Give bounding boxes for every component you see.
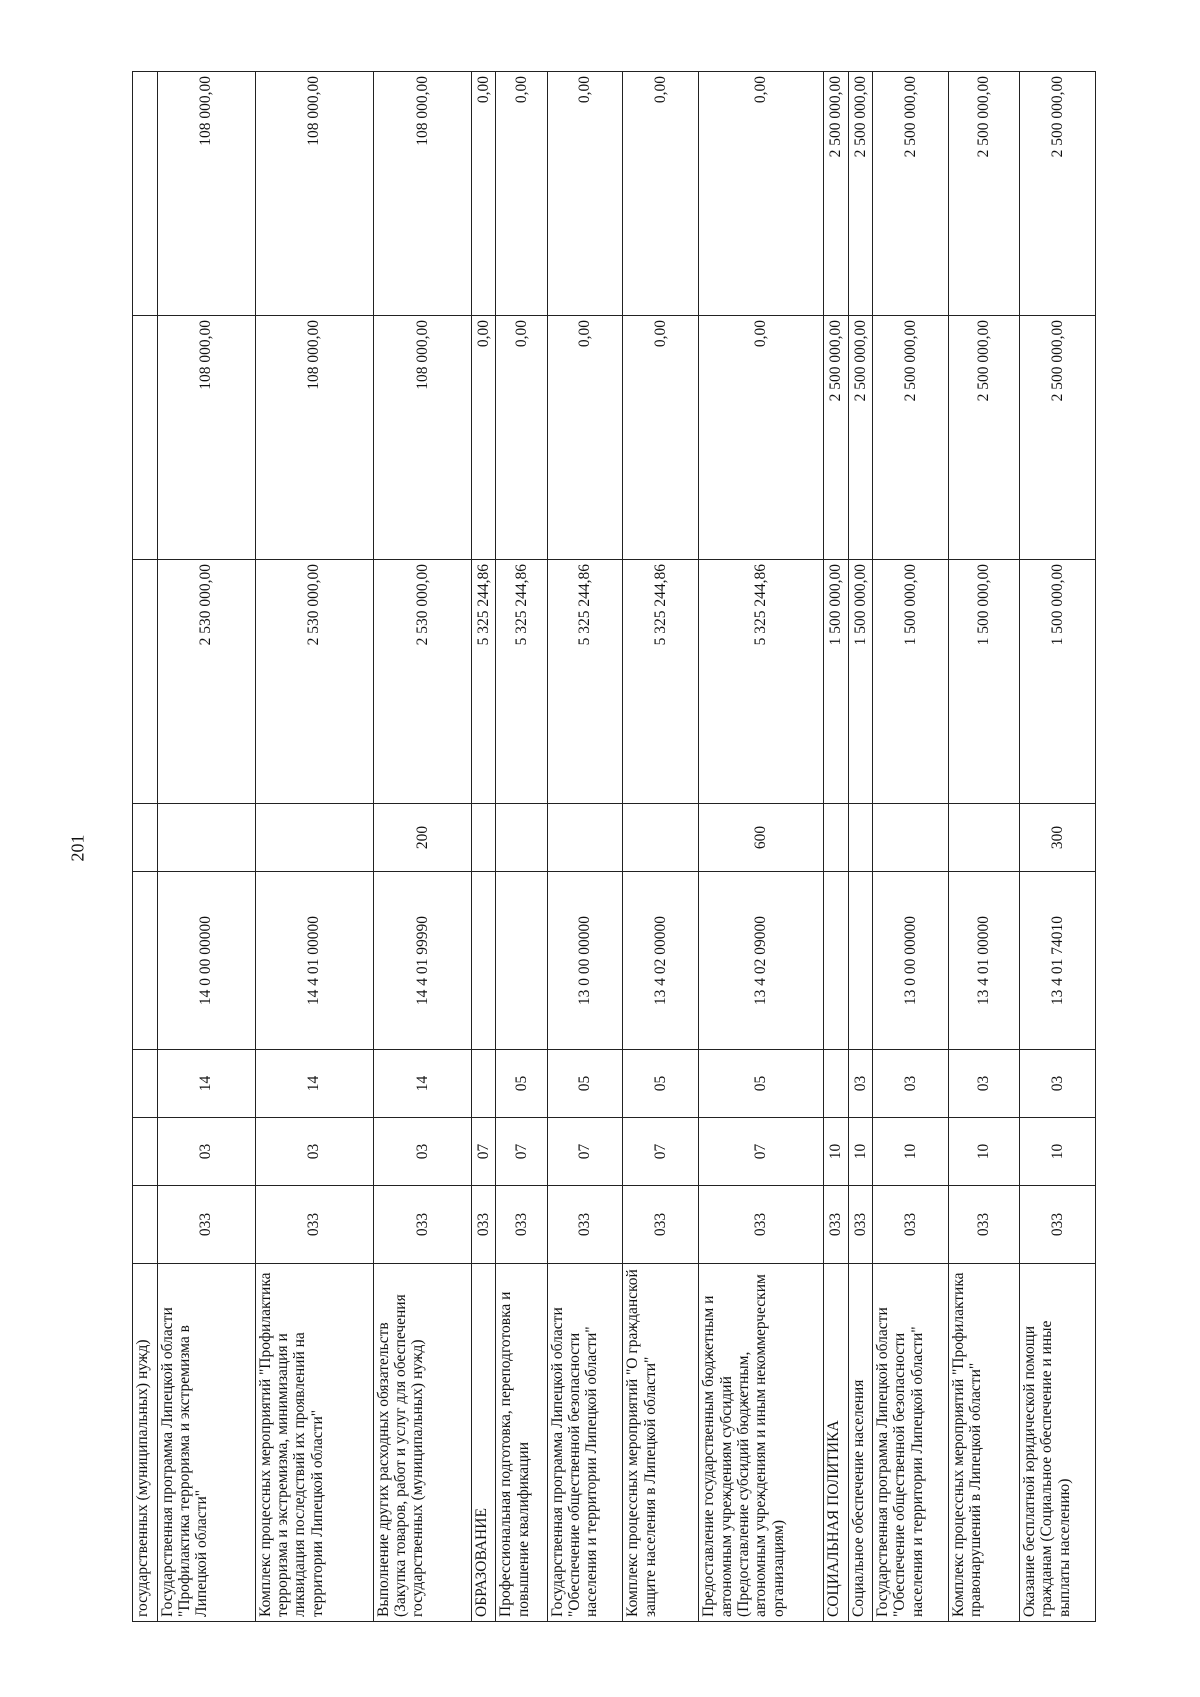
row-name-cell: Оказание бесплатной юридической помощи гражданам (Социальное обеспечение и иные выплаты населению) [1020, 1264, 1096, 1622]
amount-cell: 0,00 [547, 72, 623, 316]
amount-cell: 108 000,00 [255, 72, 373, 316]
amount-cell: 5 325 244,86 [496, 560, 547, 804]
row-name-cell: СОЦИАЛЬНАЯ ПОЛИТИКА [823, 1264, 848, 1622]
row-name-cell: ОБРАЗОВАНИЕ [471, 1264, 496, 1622]
target-article-cell: 13 4 01 00000 [948, 872, 1019, 1050]
amount-cell: 2 500 000,00 [873, 72, 949, 316]
table-row [496, 72, 547, 1622]
expense-type-cell [133, 804, 158, 872]
table-row [623, 72, 699, 1622]
amount-cell [133, 560, 158, 804]
amount-cell: 5 325 244,86 [623, 560, 699, 804]
target-article-cell [496, 872, 547, 1050]
section-code-cell [133, 1118, 158, 1186]
subsection-code-cell: 14 [157, 1050, 255, 1118]
section-code-cell: 07 [623, 1118, 699, 1186]
target-article-cell: 14 0 00 00000 [157, 872, 255, 1050]
expense-type-cell [157, 804, 255, 872]
amount-cell: 108 000,00 [157, 316, 255, 560]
expense-type-cell [471, 804, 496, 872]
ministry-code-cell: 033 [948, 1186, 1019, 1264]
subsection-code-cell [823, 1050, 848, 1118]
row-name-cell: Выполнение других расходных обязательств (Закупка товаров, работ и услуг для обеспечения государственных (муниципальных) нужд) [373, 1264, 471, 1622]
target-article-cell: 13 4 02 09000 [699, 872, 824, 1050]
amount-cell: 2 500 000,00 [823, 316, 848, 560]
table-row [157, 72, 255, 1622]
amount-cell: 1 500 000,00 [823, 560, 848, 804]
expense-type-cell [623, 804, 699, 872]
table-row [373, 72, 471, 1622]
amount-cell: 2 500 000,00 [948, 72, 1019, 316]
amount-cell: 0,00 [496, 316, 547, 560]
target-article-cell: 13 0 00 00000 [547, 872, 623, 1050]
ministry-code-cell: 033 [873, 1186, 949, 1264]
subsection-code-cell: 03 [848, 1050, 873, 1118]
amount-cell: 0,00 [699, 72, 824, 316]
table-row [948, 72, 1019, 1622]
subsection-code-cell: 05 [547, 1050, 623, 1118]
amount-cell: 0,00 [496, 72, 547, 316]
section-code-cell: 07 [496, 1118, 547, 1186]
table-row [1020, 72, 1096, 1622]
target-article-cell [471, 872, 496, 1050]
amount-cell: 108 000,00 [255, 316, 373, 560]
target-article-cell: 13 4 02 00000 [623, 872, 699, 1050]
table-row [823, 72, 848, 1622]
section-code-cell: 10 [873, 1118, 949, 1186]
amount-cell: 108 000,00 [157, 72, 255, 316]
amount-cell: 2 500 000,00 [1020, 72, 1096, 316]
amount-cell [133, 316, 158, 560]
amount-cell: 2 500 000,00 [823, 72, 848, 316]
budget-table [132, 71, 1096, 1622]
page-number: 201 [67, 834, 88, 862]
row-name-cell: Государственная программа Липецкой области "Обеспечение общественной безопасности населения и территории Липецкой области" [547, 1264, 623, 1622]
table-row [547, 72, 623, 1622]
section-code-cell: 03 [157, 1118, 255, 1186]
amount-cell: 1 500 000,00 [948, 560, 1019, 804]
amount-cell: 2 500 000,00 [948, 316, 1019, 560]
expense-type-cell [255, 804, 373, 872]
ministry-code-cell: 033 [1020, 1186, 1096, 1264]
target-article-cell: 13 0 00 00000 [873, 872, 949, 1050]
expense-type-cell: 300 [1020, 804, 1096, 872]
subsection-code-cell: 05 [496, 1050, 547, 1118]
row-name-cell: Предоставление государственным бюджетным и автономным учреждениям субсидий (Предоставление субсидий бюджетным, автономным учреждениям и иным некоммерческим организациям) [699, 1264, 824, 1622]
amount-cell: 0,00 [471, 316, 496, 560]
target-article-cell [848, 872, 873, 1050]
table-body [133, 72, 1096, 1622]
rotated-table-container [132, 72, 1096, 1622]
table-row [873, 72, 949, 1622]
subsection-code-cell: 03 [1020, 1050, 1096, 1118]
ministry-code-cell [133, 1186, 158, 1264]
amount-cell: 108 000,00 [373, 316, 471, 560]
amount-cell: 0,00 [471, 72, 496, 316]
subsection-code-cell: 05 [699, 1050, 824, 1118]
amount-cell: 2 530 000,00 [255, 560, 373, 804]
target-article-cell [823, 872, 848, 1050]
amount-cell: 0,00 [699, 316, 824, 560]
ministry-code-cell: 033 [848, 1186, 873, 1264]
table-row [471, 72, 496, 1622]
section-code-cell: 10 [1020, 1118, 1096, 1186]
target-article-cell: 14 4 01 00000 [255, 872, 373, 1050]
section-code-cell: 07 [471, 1118, 496, 1186]
section-code-cell: 07 [547, 1118, 623, 1186]
table-row [848, 72, 873, 1622]
subsection-code-cell [133, 1050, 158, 1118]
subsection-code-cell: 14 [255, 1050, 373, 1118]
ministry-code-cell: 033 [255, 1186, 373, 1264]
ministry-code-cell: 033 [373, 1186, 471, 1264]
row-name-cell: Профессиональная подготовка, переподготовка и повышение квалификации [496, 1264, 547, 1622]
row-name-cell: Комплекс процессных мероприятий "Профилактика правонарушений в Липецкой области" [948, 1264, 1019, 1622]
amount-cell: 2 500 000,00 [1020, 316, 1096, 560]
ministry-code-cell: 033 [471, 1186, 496, 1264]
row-name-cell: государственных (муниципальных) нужд) [133, 1264, 158, 1622]
row-name-cell: Комплекс процессных мероприятий "Профилактика терроризма и экстремизма, минимизация и ликвидация последствий их проявлений на территории Липецкой области" [255, 1264, 373, 1622]
subsection-code-cell [471, 1050, 496, 1118]
section-code-cell: 10 [848, 1118, 873, 1186]
row-name-cell: Государственная программа Липецкой области "Профилактика терроризма и экстремизма в Липецкой области" [157, 1264, 255, 1622]
row-name-cell: Социальное обеспечение населения [848, 1264, 873, 1622]
target-article-cell [133, 872, 158, 1050]
subsection-code-cell: 03 [873, 1050, 949, 1118]
section-code-cell: 03 [373, 1118, 471, 1186]
amount-cell: 1 500 000,00 [1020, 560, 1096, 804]
row-name-cell: Комплекс процессных мероприятий "О гражданской защите населения в Липецкой области" [623, 1264, 699, 1622]
target-article-cell: 13 4 01 74010 [1020, 872, 1096, 1050]
amount-cell: 2 500 000,00 [848, 316, 873, 560]
amount-cell: 1 500 000,00 [848, 560, 873, 804]
amount-cell: 5 325 244,86 [547, 560, 623, 804]
table-row [699, 72, 824, 1622]
amount-cell: 0,00 [623, 72, 699, 316]
ministry-code-cell: 033 [823, 1186, 848, 1264]
ministry-code-cell: 033 [547, 1186, 623, 1264]
section-code-cell: 10 [823, 1118, 848, 1186]
expense-type-cell [848, 804, 873, 872]
ministry-code-cell: 033 [157, 1186, 255, 1264]
section-code-cell: 03 [255, 1118, 373, 1186]
ministry-code-cell: 033 [496, 1186, 547, 1264]
section-code-cell: 07 [699, 1118, 824, 1186]
expense-type-cell [948, 804, 1019, 872]
ministry-code-cell: 033 [699, 1186, 824, 1264]
target-article-cell: 14 4 01 99990 [373, 872, 471, 1050]
subsection-code-cell: 14 [373, 1050, 471, 1118]
table-row [133, 72, 158, 1622]
amount-cell [133, 72, 158, 316]
ministry-code-cell: 033 [623, 1186, 699, 1264]
expense-type-cell: 200 [373, 804, 471, 872]
amount-cell: 5 325 244,86 [699, 560, 824, 804]
amount-cell: 2 530 000,00 [157, 560, 255, 804]
amount-cell: 2 500 000,00 [848, 72, 873, 316]
amount-cell: 0,00 [623, 316, 699, 560]
table-row [255, 72, 373, 1622]
row-name-cell: Государственная программа Липецкой области "Обеспечение общественной безопасности населения и территории Липецкой области" [873, 1264, 949, 1622]
expense-type-cell [547, 804, 623, 872]
amount-cell: 2 500 000,00 [873, 316, 949, 560]
amount-cell: 2 530 000,00 [373, 560, 471, 804]
expense-type-cell: 600 [699, 804, 824, 872]
subsection-code-cell: 05 [623, 1050, 699, 1118]
expense-type-cell [496, 804, 547, 872]
expense-type-cell [823, 804, 848, 872]
expense-type-cell [873, 804, 949, 872]
amount-cell: 108 000,00 [373, 72, 471, 316]
section-code-cell: 10 [948, 1118, 1019, 1186]
subsection-code-cell: 03 [948, 1050, 1019, 1118]
amount-cell: 0,00 [547, 316, 623, 560]
amount-cell: 1 500 000,00 [873, 560, 949, 804]
amount-cell: 5 325 244,86 [471, 560, 496, 804]
